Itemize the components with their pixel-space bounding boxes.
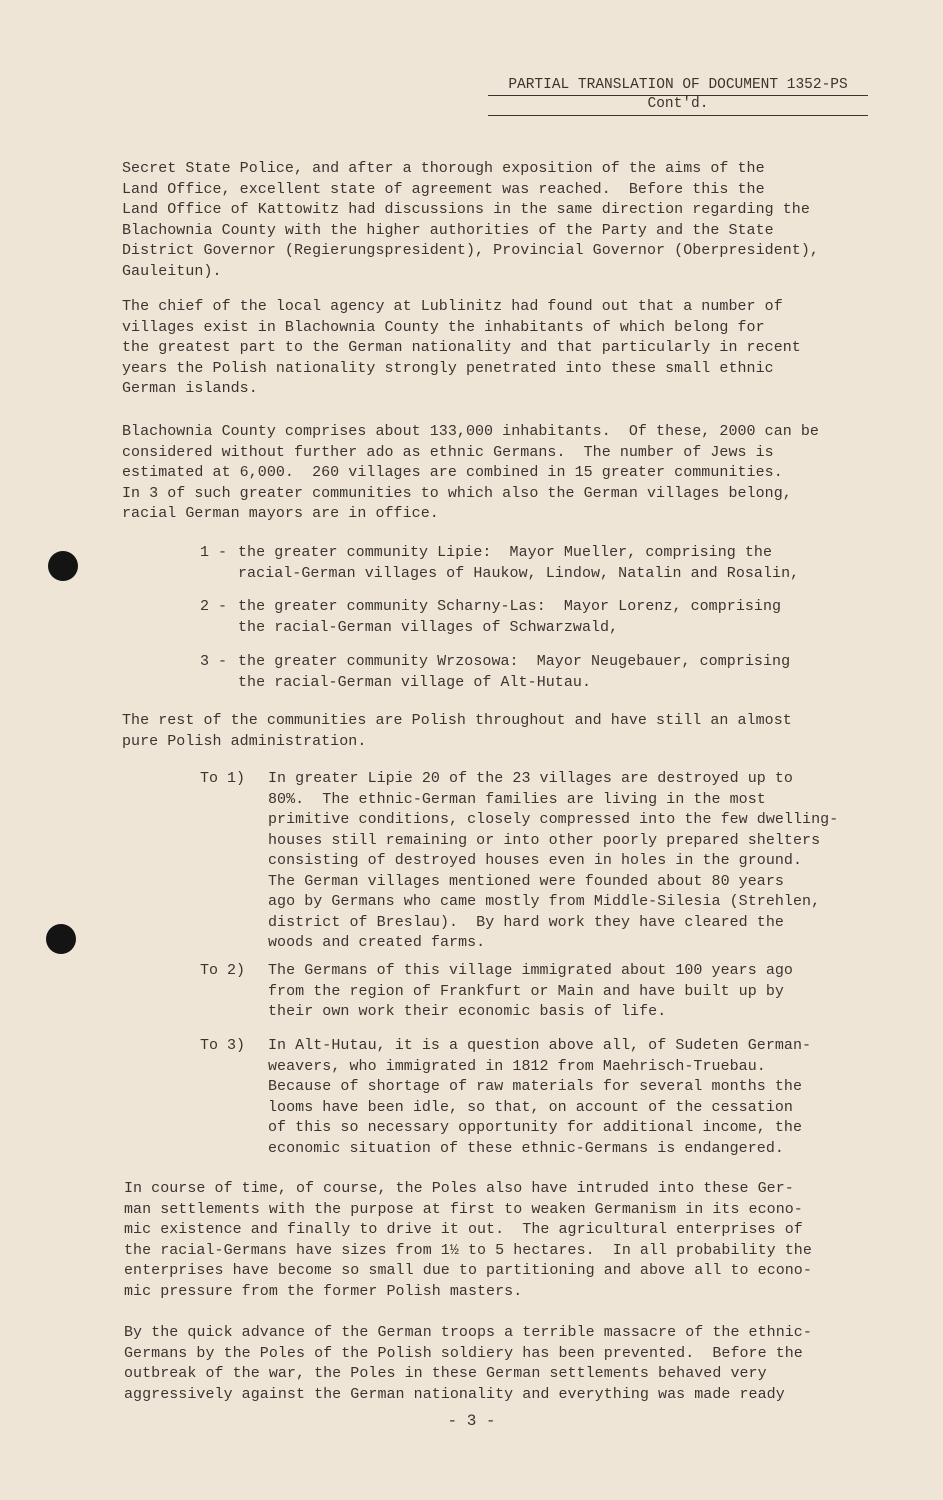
note-label: To 2) — [200, 962, 246, 979]
community-number: 1 - — [200, 544, 237, 561]
note-text: In greater Lipie 20 of the 23 villages are destroyed up to 80%. The ethnic-German families are living in the most primitive conditions, closely compressed into the few dwelling- houses still remaining or into other poorly prepared shelters consisting of destroyed houses even in holes in the ground. The German villages mentioned were founded about 80 years ago by Germans who came mostly from Middle-Silesia (Strehlen, district of Breslau). By hard work they have cleared the woods and created farms. — [268, 770, 839, 951]
punch-hole-top — [48, 551, 78, 581]
paragraph-3: Blachownia County comprises about 133,000 inhabitants. Of these, 2000 can be considered without further ado as ethnic Germans. The number of Jews is estimated at 6,000. 260 villages are combined in 15 greater communities. In 3 of such greater communities to which also the German villages belong, racial German mayors are in office. — [122, 423, 819, 522]
paragraph-1: Secret State Police, and after a thorough exposition of the aims of the Land Office, excellent state of agreement was reached. Before this the Land Office of Kattowitz had discussions in the same direction regarding the Blachownia County with the higher authorities of the Party and the State District Governor (Regierungspresident), Provincial Governor (Oberpresident), Gauleitun). — [122, 160, 819, 280]
header-rule-bottom — [488, 115, 868, 116]
community-text: the greater community Wrzosowa: Mayor Neugebauer, comprising the racial-German village of Alt-Hutau. — [238, 653, 791, 691]
page-number: - 3 - — [447, 1412, 496, 1430]
paragraph-4: The rest of the communities are Polish throughout and have still an almost pure Polish administration. — [122, 712, 792, 750]
paragraph-6: By the quick advance of the German troops a terrible massacre of the ethnic- Germans by the Poles of the Polish soldiery has been prevented. Before the outbreak of the war, the Poles in these German settlements behaved very aggressively against the German nationality and everything was made ready — [124, 1324, 812, 1403]
paragraph-5: In course of time, of course, the Poles also have intruded into these Ger- man settlements with the purpose at first to weaken Germanism in its econo- mic existence and finally to drive it out. The agricultural enterprises of the racial-Germans have sizes from 1½ to 5 hectares. In all probability the enterprises have become so small due to partitioning and above all to econo- mic pressure from the former Polish masters. — [124, 1180, 812, 1300]
note-label: To 1) — [200, 770, 246, 787]
community-number: 3 - — [200, 653, 237, 670]
header-subtitle: Cont'd. — [647, 96, 709, 112]
note-label: To 3) — [200, 1037, 246, 1054]
community-number: 2 - — [200, 598, 237, 615]
community-text: the greater community Lipie: Mayor Mueller, comprising the racial-German villages of Haukow, Lindow, Natalin and Rosalin, — [238, 544, 800, 582]
paragraph-2: The chief of the local agency at Lublinitz had found out that a number of villages exist in Blachownia County the inhabitants of which belong for the greatest part to the German nationality and that particularly in recent years the Polish nationality strongly penetrated into these small ethnic German islands. — [122, 298, 801, 397]
community-text: the greater community Scharny-Las: Mayor Lorenz, comprising the racial-German villages of Schwarzwald, — [238, 598, 782, 636]
note-text: The Germans of this village immigrated about 100 years ago from the region of Frankfurt or Main and have built up by their own work their economic basis of life. — [268, 962, 793, 1020]
note-text: In Alt-Hutau, it is a question above all, of Sudeten German- weavers, who immigrated in 1812 from Maehrisch-Truebau. Because of shortage of raw materials for several months the looms have been idle, so that, on account of the cessation of this so necessary opportunity for additional income, the economic situation of these ethnic-Germans is endangered. — [268, 1037, 812, 1157]
header-rule-top — [488, 95, 868, 96]
punch-hole-bottom — [46, 924, 76, 954]
header-title: PARTIAL TRANSLATION OF DOCUMENT 1352-PS — [508, 77, 848, 93]
